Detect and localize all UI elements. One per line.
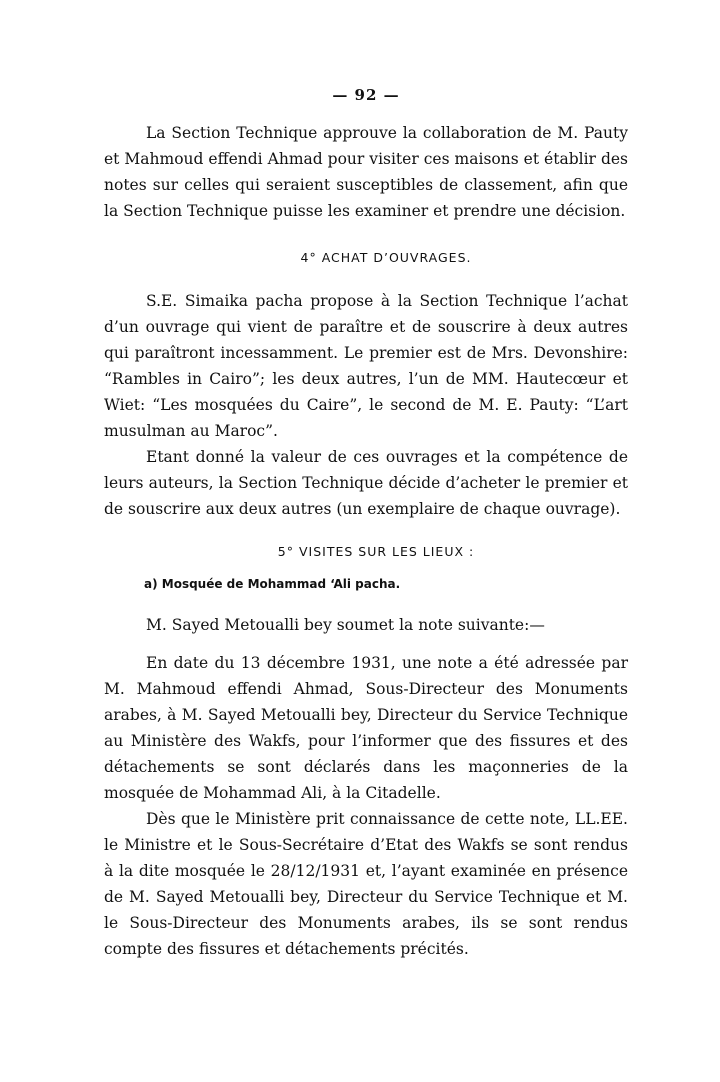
paragraph-achat-decision: Etant donné la valeur de ces ouvrages et la compétence de leurs auteurs, la Section Technique décide d’acheter le premier et de souscrire aux deux autres (un exemplaire de chaque ouvrage). xyxy=(104,448,628,518)
paragraph-achat-proposal: S.E. Simaika pacha propose à la Section Technique l’achat d’un ouvrage qui vient de paraître et de souscrire à deux autres qui paraîtront incessamment. Le premier est de Mrs. Devonshire: “Rambles in Cairo”; les deux autres, l’un de MM. Hautecœur et Wiet: “Les mosquées du Caire”, le second de M. E. Pauty: “L’art musulman au Maroc”. xyxy=(104,292,628,440)
subheading-mosquee: a) Mosquée de Mohammad ‘Ali pacha. xyxy=(144,577,401,591)
spacer xyxy=(104,638,628,650)
paragraph-ministry-visit: Dès que le Ministère prit connaissance de cette note, LL.EE. le Ministre et le Sous-Secrétaire d’Etat des Wakfs se sont rendus à la dite mosquée le 28/12/1931 et, l’ayant examinée en présence de M. Sayed Metoualli bey, Directeur du Service Technique et M. le Sous-Directeur des Monuments arabes, ils se sont rendus compte des fissures et détachements précités. xyxy=(104,810,628,958)
paragraph-collaboration: La Section Technique approuve la collaboration de M. Pauty et Mahmoud effendi Ahmad pour visiter ces maisons et établir des notes sur celles qui seraient susceptibles de classement, afin que la Section Technique puisse les examiner et prendre une décision. xyxy=(104,124,628,220)
section-heading-achat-ouvrages: 4° ACHAT D’OUVRAGES. xyxy=(300,250,472,265)
paragraph-note-intro: M. Sayed Metoualli bey soumet la note suivante:— xyxy=(146,616,545,634)
document-page xyxy=(104,84,628,962)
paragraph-note-date: En date du 13 décembre 1931, une note a été adressée par M. Mahmoud effendi Ahmad, Sous-Directeur des Monuments arabes, à M. Sayed Metoualli bey, Directeur du Service Technique au Ministère des Wakfs, pour l’informer que des fissures et des détachements se sont déclarés dans les maçonneries de la mosquée de Mohammad Ali, à la Citadelle. xyxy=(104,654,628,802)
section-heading-visites: 5° VISITES SUR LES LIEUX : xyxy=(277,544,475,559)
page-number: — 92 — xyxy=(332,86,400,104)
